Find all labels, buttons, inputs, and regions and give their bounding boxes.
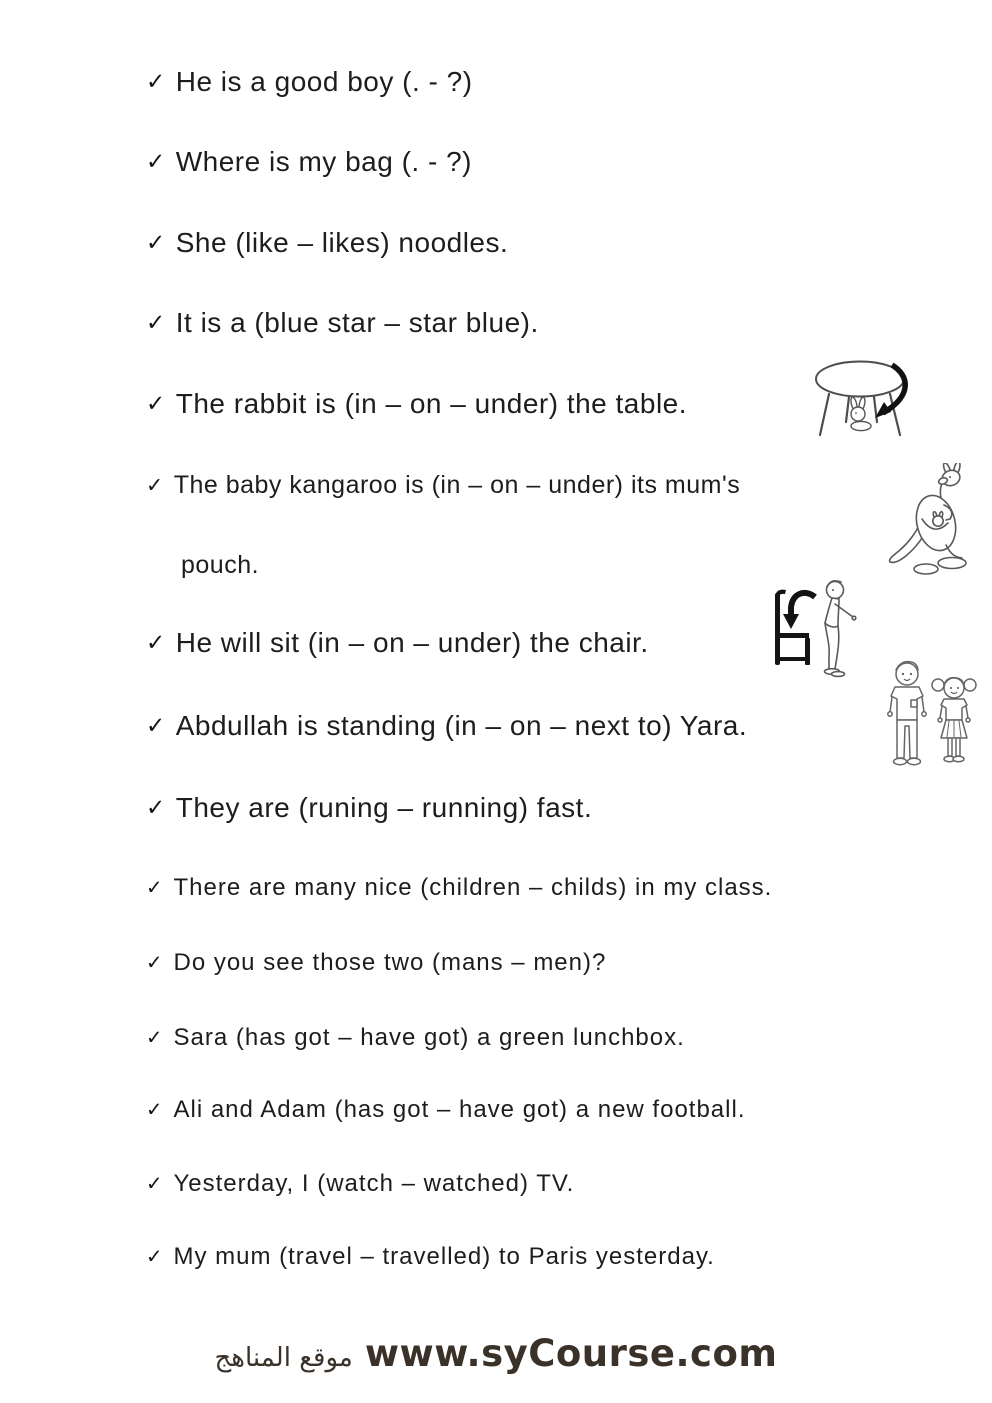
- sentence-7: [146, 627, 649, 659]
- sentence-10: [146, 874, 772, 902]
- checkmark-icon: ✓: [146, 794, 166, 820]
- sentence-1: [146, 66, 473, 98]
- checkmark-icon: ✓: [146, 1099, 164, 1121]
- sentence-text: The baby kangaroo is (in – on – under) its mum's: [173, 471, 741, 499]
- checkmark-icon: ✓: [146, 309, 166, 335]
- sentence-text: He is a good boy (. - ?): [175, 66, 473, 97]
- checkmark-icon: ✓: [146, 148, 166, 174]
- checkmark-icon: ✓: [146, 1246, 164, 1268]
- checkmark-icon: ✓: [146, 629, 166, 655]
- sentence-12: [146, 1024, 685, 1052]
- website-url: www.syCourse.com: [364, 1332, 778, 1375]
- checkmark-icon: ✓: [146, 1027, 164, 1049]
- sentence-6: [146, 471, 740, 500]
- site-name-arabic: موقع المناهج: [214, 1343, 353, 1373]
- sentence-4: [146, 307, 539, 339]
- sentence-8: [146, 710, 747, 742]
- sentence-5: [146, 388, 687, 420]
- sentence-text: Where is my bag (. - ?): [175, 146, 472, 177]
- sentence-text: Yesterday, I (watch – watched) TV.: [173, 1170, 575, 1197]
- sentence-3: [146, 227, 508, 259]
- sentence-9: [146, 792, 592, 824]
- sentence-text: The rabbit is (in – on – under) the table.: [175, 388, 688, 419]
- sentence-text: They are (runing – running) fast.: [175, 792, 593, 823]
- sentence-13: [146, 1096, 745, 1124]
- sentence-text: It is a (blue star – star blue).: [175, 307, 539, 338]
- sentence-text: There are many nice (children – childs) in my class.: [173, 874, 773, 901]
- sentence-2: [146, 146, 472, 178]
- footer: [0, 1332, 992, 1375]
- boy-and-girl-icon: [881, 658, 980, 776]
- sentence-15: [146, 1243, 715, 1271]
- checkmark-icon: ✓: [146, 1173, 164, 1195]
- checkmark-icon: ✓: [146, 877, 164, 899]
- person-sitting-on-chair-icon: [769, 579, 863, 679]
- sentence-text: My mum (travel – travelled) to Paris yesterday.: [173, 1243, 715, 1270]
- sentence-11: [146, 949, 606, 977]
- sentence-6-continued: [181, 551, 259, 580]
- checkmark-icon: ✓: [146, 68, 166, 94]
- checkmark-icon: ✓: [146, 474, 164, 497]
- checkmark-icon: ✓: [146, 712, 166, 738]
- sentence-14: [146, 1170, 574, 1198]
- rabbit-under-table-icon: [813, 360, 915, 440]
- checkmark-icon: ✓: [146, 390, 166, 416]
- checkmark-icon: ✓: [146, 229, 166, 255]
- sentence-text: Ali and Adam (has got – have got) a new football.: [173, 1096, 746, 1123]
- sentence-text: Do you see those two (mans – men)?: [173, 949, 607, 976]
- sentence-text: Sara (has got – have got) a green lunchbox.: [173, 1024, 685, 1051]
- sentence-text: She (like – likes) noodles.: [175, 227, 509, 258]
- sentence-text: Abdullah is standing (in – on – next to) Yara.: [175, 710, 748, 741]
- sentence-text: pouch.: [181, 551, 260, 579]
- sentence-text: He will sit (in – on – under) the chair.: [175, 627, 649, 658]
- checkmark-icon: ✓: [146, 952, 164, 974]
- kangaroo-with-joey-icon: [884, 463, 982, 579]
